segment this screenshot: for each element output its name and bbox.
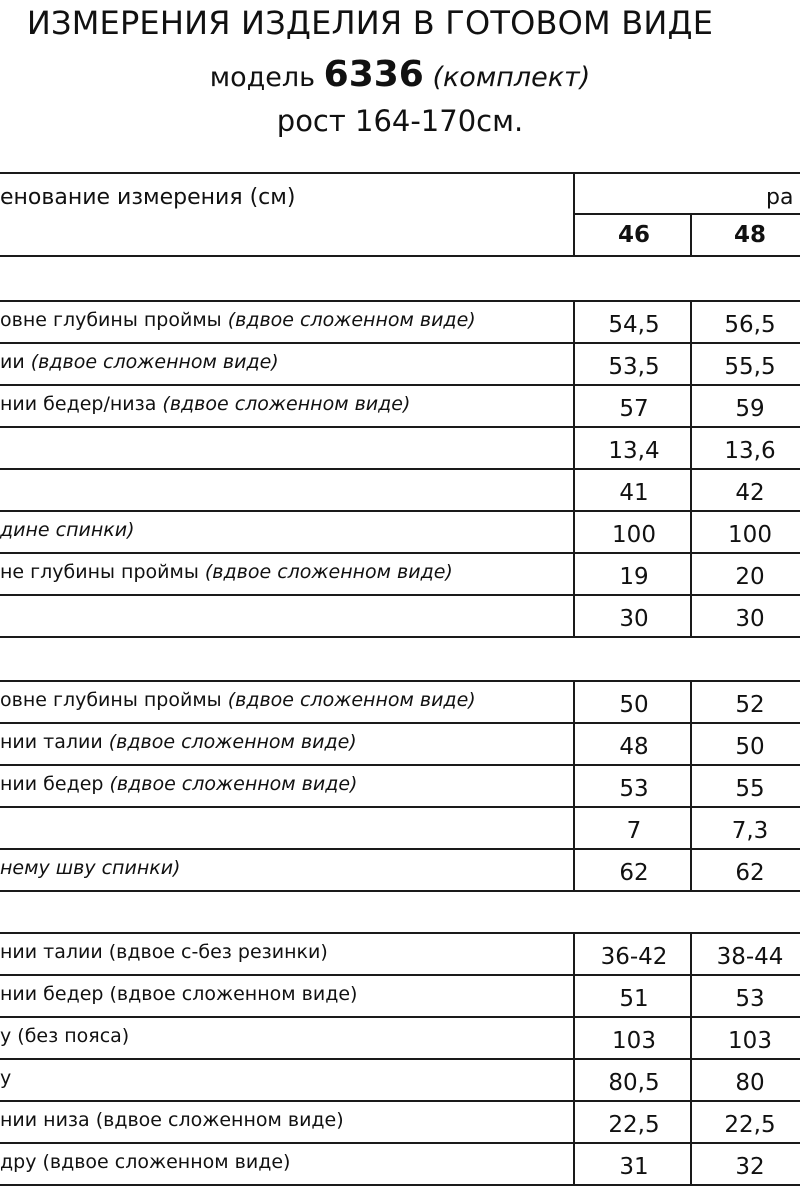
row-label (0, 393, 410, 415)
value-size-48: 53 (735, 986, 765, 1012)
row-label-note: (вдвое сложенном виде) (30, 351, 279, 373)
value-size-46: 30 (619, 606, 649, 632)
row-label-text: нии талии (0, 731, 103, 753)
value-size-48: 42 (735, 480, 765, 506)
value-size-46: 31 (619, 1154, 649, 1180)
row-bottom-border (0, 1016, 800, 1018)
value-size-46: 103 (612, 1028, 656, 1054)
row-label-note: дине спинки) (0, 519, 135, 541)
row-label-text: овне глубины проймы (0, 689, 222, 711)
row-label-text: ии (0, 351, 25, 373)
value-size-48: 55 (735, 776, 765, 802)
value-size-48: 30 (735, 606, 765, 632)
row-bottom-border (0, 848, 800, 850)
row-bottom-border (0, 1058, 800, 1060)
row-label (0, 773, 357, 795)
row-bottom-border (0, 342, 800, 344)
value-size-46: 80,5 (608, 1070, 660, 1096)
row-bottom-border (0, 426, 800, 428)
value-size-46: 19 (619, 564, 649, 590)
value-size-46: 48 (619, 734, 649, 760)
row-label-text: дру (вдвое сложенном виде) (0, 1151, 291, 1173)
row-label-text: не глубины проймы (0, 561, 199, 583)
row-bottom-border (0, 468, 800, 470)
column-header-size: ра (766, 185, 794, 210)
section-2-top-border (0, 932, 800, 934)
row-bottom-border (0, 1100, 800, 1102)
value-size-48: 59 (735, 396, 765, 422)
row-bottom-border (0, 594, 800, 596)
row-bottom-border (0, 384, 800, 386)
row-label (0, 309, 476, 331)
value-size-46: 22,5 (608, 1112, 660, 1138)
row-bottom-border (0, 510, 800, 512)
row-label-note: (вдвое сложенном виде) (227, 309, 476, 331)
row-label-text: нии талии (вдвое с-без резинки) (0, 941, 328, 963)
row-label-note: (вдвое сложенном виде) (227, 689, 476, 711)
value-size-48: 56,5 (724, 312, 776, 338)
model-line (0, 54, 800, 95)
height-line: рост 164-170см. (276, 104, 524, 138)
value-size-46: 50 (619, 692, 649, 718)
row-label-text: нии бедер (0, 773, 104, 795)
value-size-48: 55,5 (724, 354, 776, 380)
value-size-46: 62 (619, 860, 649, 886)
section-0-top-border (0, 300, 800, 302)
value-size-48: 38-44 (716, 944, 784, 970)
measurements-table (0, 172, 800, 1200)
row-label (0, 941, 328, 963)
value-size-46: 57 (619, 396, 649, 422)
value-size-46: 7 (626, 818, 642, 844)
value-size-48: 50 (735, 734, 765, 760)
row-label (0, 519, 135, 541)
row-bottom-border (0, 1184, 800, 1186)
row-label (0, 689, 476, 711)
value-size-48: 32 (735, 1154, 765, 1180)
size-48-header: 48 (733, 222, 766, 248)
value-size-46: 41 (619, 480, 649, 506)
row-label-text: нии бедер (вдвое сложенном виде) (0, 983, 358, 1005)
row-label-note: (вдвое сложенном виде) (108, 731, 357, 753)
model-suffix: (комплект) (432, 62, 591, 93)
value-size-46: 51 (619, 986, 649, 1012)
value-size-48: 80 (735, 1070, 765, 1096)
model-number: 6336 (323, 54, 424, 95)
row-bottom-border (0, 890, 800, 892)
row-label-text: нии бедер/низа (0, 393, 157, 415)
row-bottom-border (0, 974, 800, 976)
section-1-col-divider-1 (573, 680, 575, 892)
value-size-48: 7,3 (731, 818, 769, 844)
row-label-note: (вдвое сложенном виде) (204, 561, 453, 583)
row-label-text: у (без пояса) (0, 1025, 130, 1047)
value-size-48: 52 (735, 692, 765, 718)
row-label (0, 731, 357, 753)
row-bottom-border (0, 552, 800, 554)
section-1-top-border (0, 680, 800, 682)
row-bottom-border (0, 1142, 800, 1144)
row-label (0, 1109, 344, 1131)
section-1-col-divider-2 (690, 680, 692, 892)
value-size-46: 100 (612, 522, 656, 548)
row-label-text: у (0, 1067, 12, 1089)
header-col-divider-2 (690, 213, 692, 256)
row-label (0, 1151, 290, 1173)
value-size-46: 13,4 (608, 438, 660, 464)
row-bottom-border (0, 636, 800, 638)
value-size-48: 20 (735, 564, 765, 590)
size-46-header: 46 (617, 222, 650, 248)
row-label-note: (вдвое сложенном виде) (109, 773, 358, 795)
row-bottom-border (0, 722, 800, 724)
row-bottom-border (0, 764, 800, 766)
row-label-text: нии низа (вдвое сложенном виде) (0, 1109, 344, 1131)
value-size-46: 36-42 (600, 944, 668, 970)
document-title: ИЗМЕРЕНИЯ ИЗДЕЛИЯ В ГОТОВОМ ВИДЕ (26, 4, 714, 42)
row-label (0, 983, 357, 1005)
value-size-46: 53 (619, 776, 649, 802)
value-size-48: 103 (728, 1028, 772, 1054)
header-col-divider-1 (573, 172, 575, 256)
value-size-48: 22,5 (724, 1112, 776, 1138)
column-header-name: енование измерения (см) (0, 185, 296, 210)
row-label (0, 561, 453, 583)
table-top-border (0, 172, 800, 174)
row-label-note: нему шву спинки) (0, 857, 181, 879)
row-label (0, 351, 279, 373)
header-bottom-border (0, 255, 800, 257)
row-label (0, 857, 180, 879)
row-label-text: овне глубины проймы (0, 309, 222, 331)
value-size-48: 13,6 (724, 438, 776, 464)
value-size-48: 100 (728, 522, 772, 548)
row-label (0, 1067, 11, 1089)
row-label (0, 1025, 129, 1047)
row-bottom-border (0, 806, 800, 808)
row-label-note: (вдвое сложенном виде) (162, 393, 411, 415)
model-prefix: модель (209, 62, 316, 93)
value-size-46: 54,5 (608, 312, 660, 338)
value-size-46: 53,5 (608, 354, 660, 380)
value-size-48: 62 (735, 860, 765, 886)
size-header-divider (575, 213, 800, 215)
